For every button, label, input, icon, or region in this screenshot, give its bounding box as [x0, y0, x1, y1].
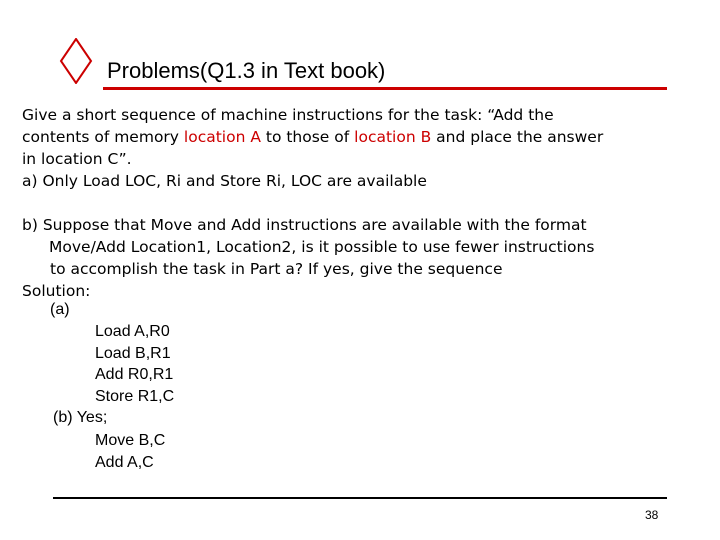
location-b-highlight: location B — [354, 128, 432, 146]
text-fragment: and place the answer — [431, 128, 604, 146]
code-line: Load A,R0 — [95, 323, 170, 340]
diamond-icon — [59, 38, 93, 84]
title-underline — [103, 87, 667, 90]
solution-a-code — [95, 321, 174, 407]
solution-b-code — [95, 430, 165, 473]
text-fragment: contents of memory — [22, 128, 184, 146]
part-a-text: a) Only Load LOC, Ri and Store Ri, LOC are available — [22, 172, 427, 190]
page-number: 38 — [645, 508, 659, 522]
question-line-2 — [22, 126, 702, 148]
question-text — [22, 104, 702, 302]
question-line-3: in location C”. — [22, 150, 132, 168]
slide-title: Problems(Q1.3 in Text book) — [107, 58, 386, 83]
part-b-text-2: Move/Add Location1, Location2, is it possible to use fewer instructions — [49, 238, 595, 256]
code-line: Load B,R1 — [95, 344, 171, 362]
part-b-text-3: to accomplish the task in Part a? If yes, give the sequence — [50, 260, 503, 278]
location-a-highlight: location A — [183, 128, 261, 146]
blank-line — [22, 192, 702, 214]
code-line: Add A,C — [95, 453, 154, 471]
code-line: Move B,C — [95, 432, 166, 449]
solution-b-label: (b) Yes; — [53, 409, 108, 426]
solution-heading: Solution: — [22, 282, 91, 300]
question-line-1: Give a short sequence of machine instructions for the task: “Add the — [22, 106, 554, 124]
part-b-text-1: b) Suppose that Move and Add instructions are available with the format — [22, 216, 587, 234]
solution-a-label: (a) — [50, 301, 70, 318]
footer-divider — [53, 497, 667, 499]
code-line: Store R1,C — [95, 387, 175, 405]
text-fragment: to those of — [260, 128, 355, 146]
code-line: Add R0,R1 — [95, 366, 174, 383]
